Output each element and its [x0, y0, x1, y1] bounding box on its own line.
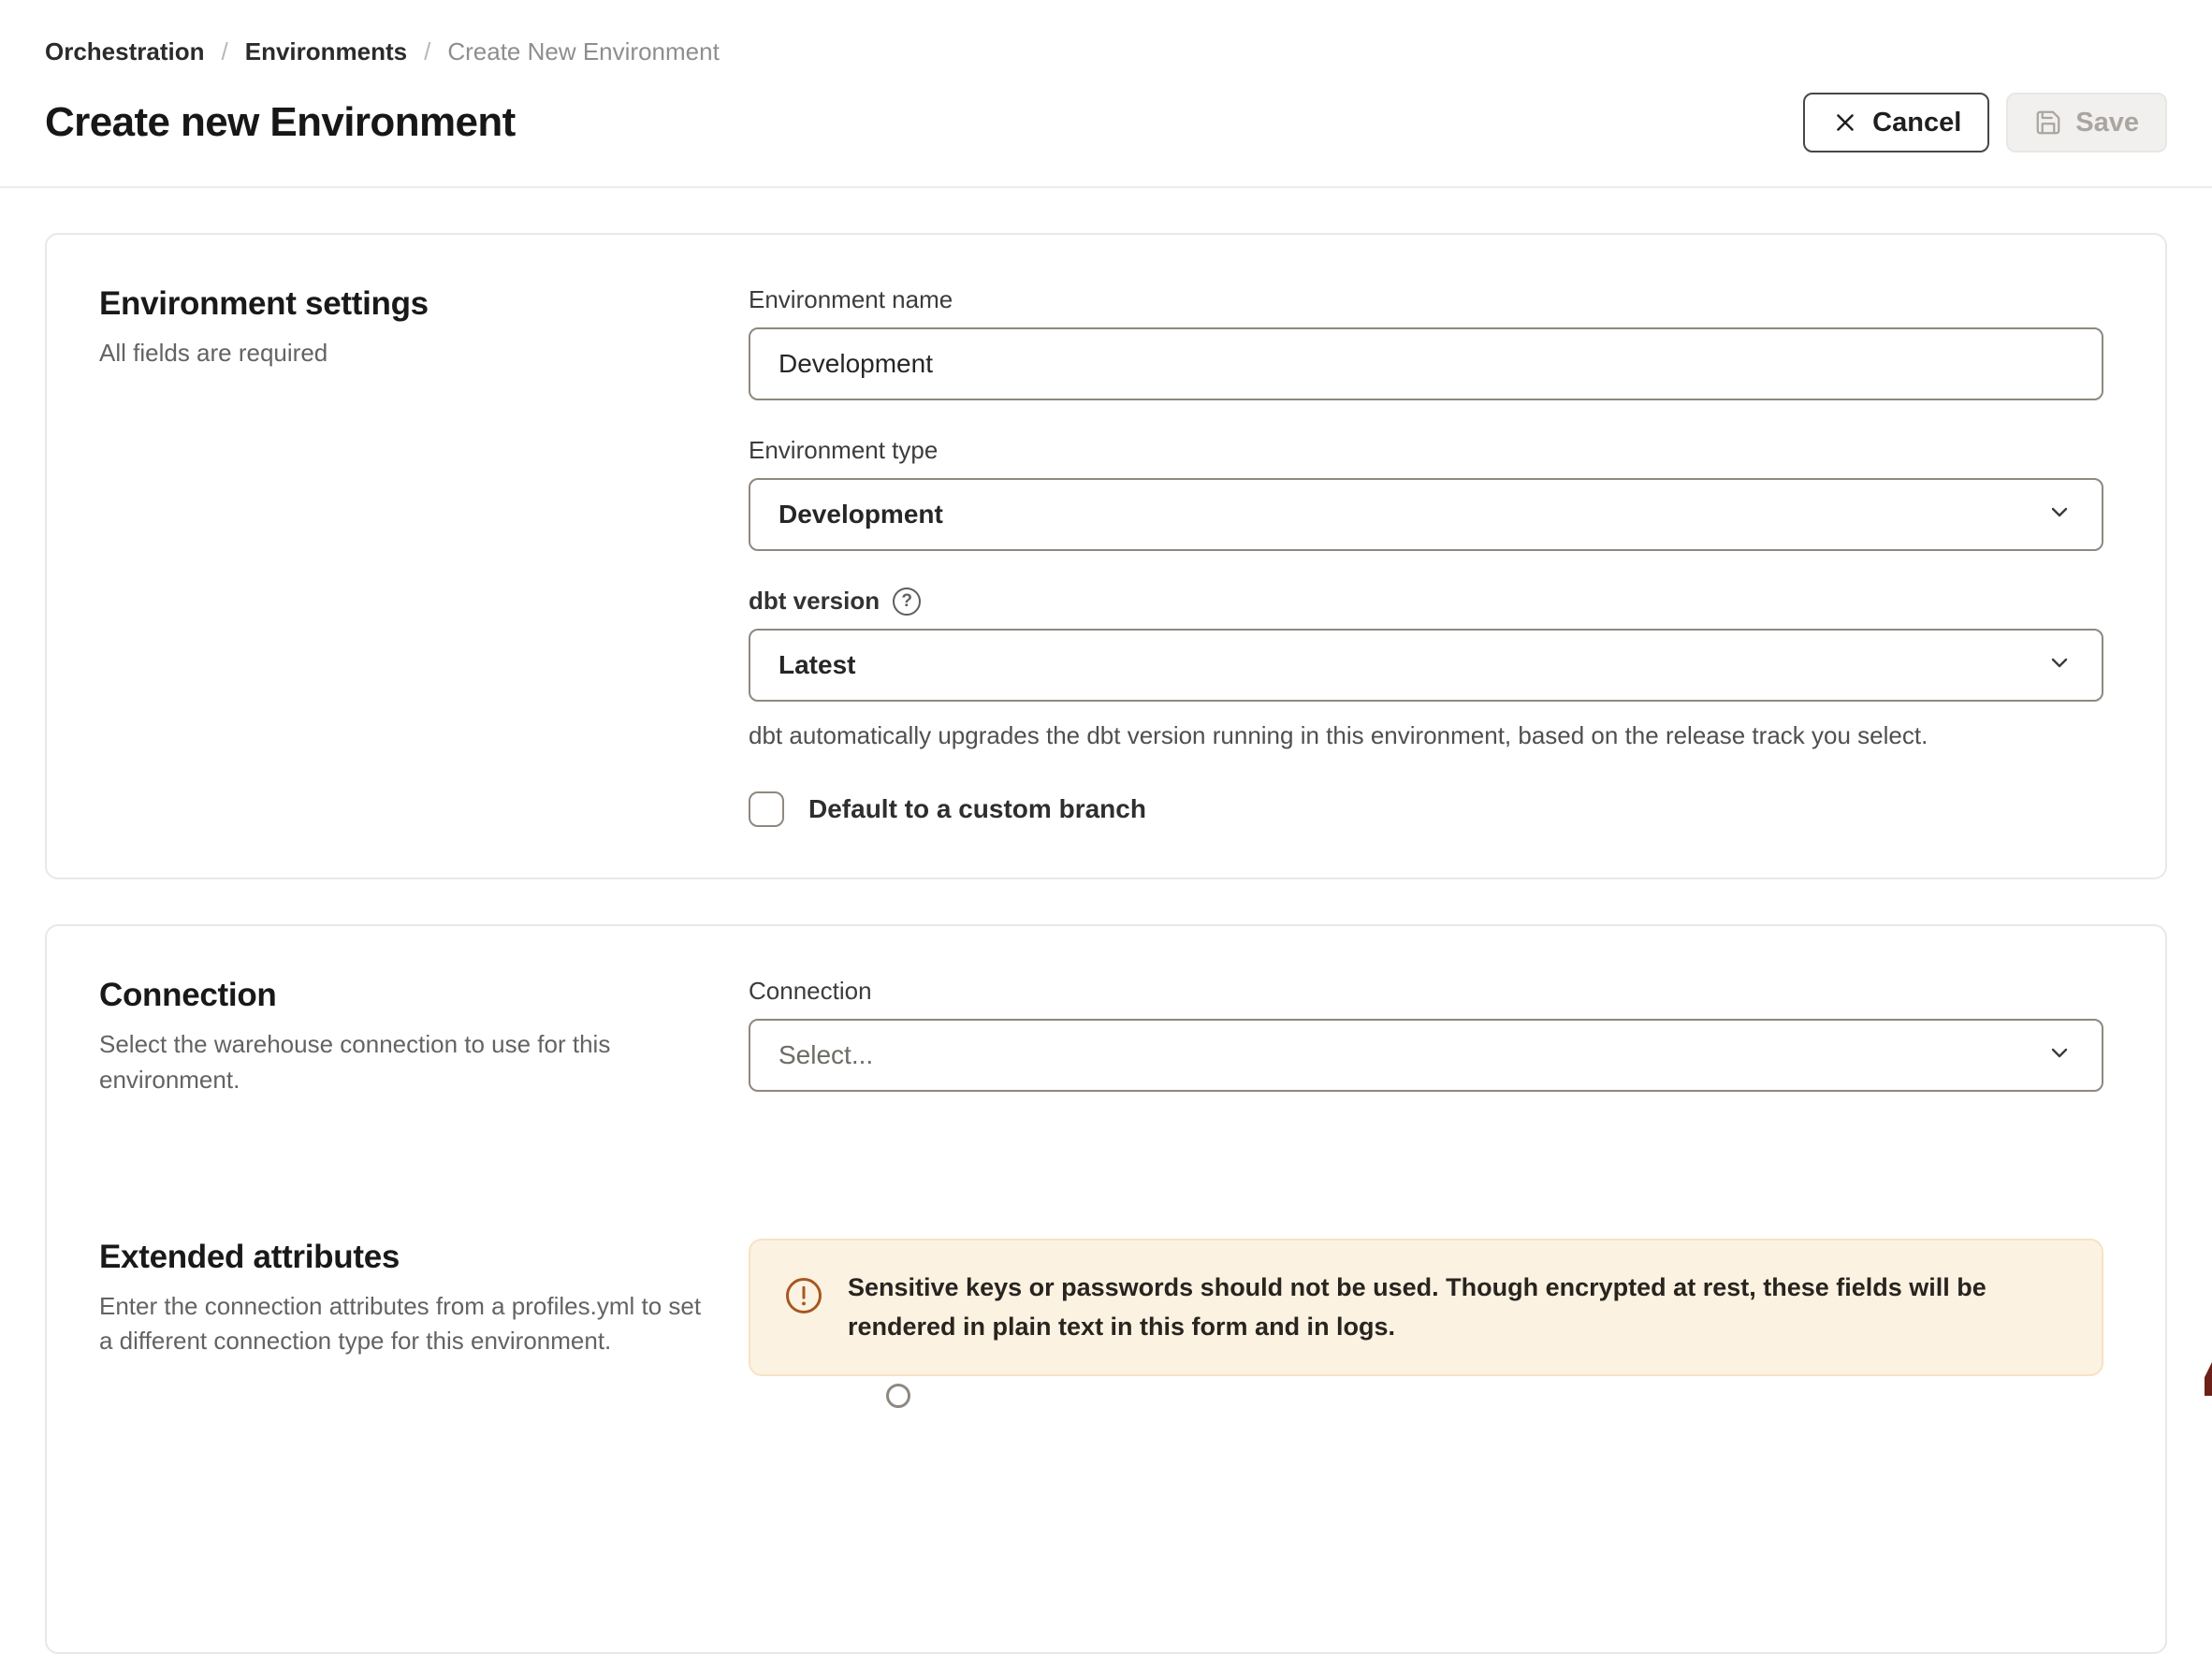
connection-select-placeholder: Select...	[779, 1040, 874, 1070]
save-icon	[2034, 109, 2062, 137]
cancel-button[interactable]	[1803, 93, 1989, 152]
sensitive-keys-warning-text: Sensitive keys or passwords should not be used. Though encrypted at rest, these fields will be rendered in plain text in this form and in logs.	[848, 1272, 1986, 1341]
save-button-label: Save	[2075, 107, 2139, 138]
breadcrumb	[45, 37, 2167, 66]
environment-settings-card	[45, 233, 2167, 879]
extended-attributes-subheading: Enter the connection attributes from a profiles.yml to set a different connection type for this environment.	[99, 1291, 702, 1356]
environment-name-field	[749, 285, 2103, 400]
extended-attributes-heading: Extended attributes	[99, 1238, 400, 1275]
breadcrumb-separator: /	[221, 37, 228, 65]
environment-type-field	[749, 436, 2103, 551]
breadcrumb-environments[interactable]: Environments	[244, 37, 408, 65]
dbt-version-value: Latest	[779, 650, 856, 679]
chevron-down-icon	[2045, 1038, 2074, 1073]
custom-branch-checkbox[interactable]	[749, 791, 784, 827]
custom-branch-row	[749, 791, 2103, 827]
environment-name-input[interactable]	[749, 327, 2103, 400]
create-environment-form	[0, 188, 2212, 1654]
custom-branch-label[interactable]: Default to a custom branch	[808, 794, 1146, 824]
page-title: Create new Environment	[45, 99, 516, 145]
dbt-version-helper-text: dbt automatically upgrades the dbt version running in this environment, based on the release track you select.	[749, 721, 1928, 749]
save-button[interactable]	[2006, 93, 2167, 152]
environment-type-select[interactable]	[749, 478, 2103, 551]
connection-field	[749, 977, 2103, 1092]
connection-heading: Connection	[99, 977, 277, 1014]
sensitive-keys-warning-banner	[749, 1239, 2103, 1377]
page-header	[0, 0, 2212, 152]
alert-circle-icon	[784, 1276, 823, 1320]
connection-label: Connection	[749, 977, 872, 1006]
connection-subheading: Select the warehouse connection to use for this environment.	[99, 1030, 611, 1095]
breadcrumb-separator: /	[424, 37, 431, 65]
dbt-version-field	[749, 587, 2103, 752]
connection-card	[45, 924, 2167, 1654]
environment-settings-subheading: All fields are required	[99, 339, 328, 367]
breadcrumb-orchestration[interactable]: Orchestration	[45, 37, 205, 65]
chevron-down-icon	[2045, 648, 2074, 683]
environment-type-label: Environment type	[749, 436, 939, 464]
breadcrumb-current: Create New Environment	[447, 37, 720, 65]
help-icon[interactable]: ?	[893, 588, 921, 616]
clipped-help-icon-fragment	[886, 1384, 910, 1408]
environment-type-value: Development	[779, 500, 943, 529]
dbt-version-select[interactable]	[749, 629, 2103, 702]
header-actions	[1803, 93, 2167, 152]
environment-settings-heading: Environment settings	[99, 285, 429, 322]
environment-name-label: Environment name	[749, 285, 953, 313]
cancel-button-label: Cancel	[1872, 107, 1962, 138]
chevron-down-icon	[2045, 498, 2074, 532]
close-icon	[1831, 109, 1859, 137]
connection-select[interactable]	[749, 1019, 2103, 1092]
dbt-version-label: dbt version	[749, 587, 880, 615]
